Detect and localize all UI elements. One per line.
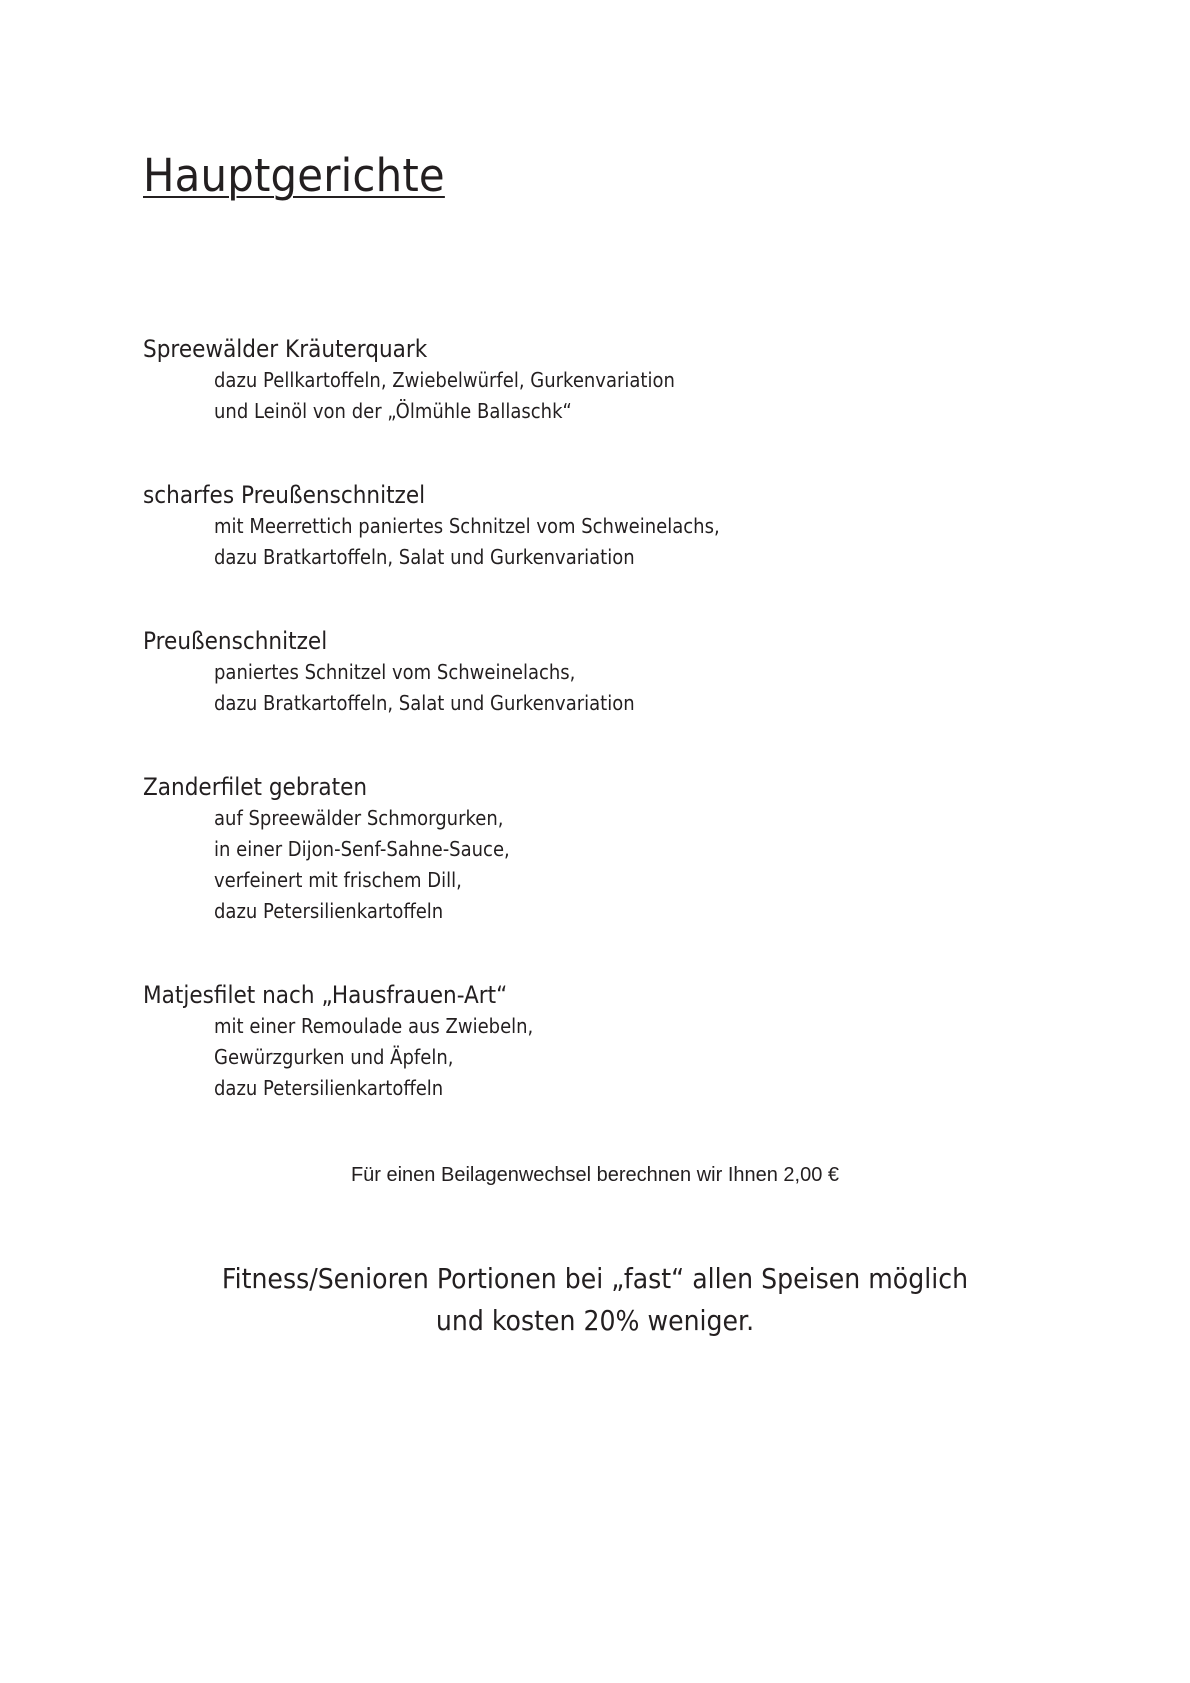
- dish-item: [143, 979, 569, 1104]
- page-title: Hauptgerichte: [143, 149, 445, 202]
- description-line: dazu Bratkartoffeln, Salat und Gurkenvariation: [214, 545, 635, 569]
- promo-line: und kosten 20% weniger.: [435, 1304, 755, 1337]
- description-line: in einer Dijon-Senf-Sahne-Sauce,: [214, 837, 510, 861]
- dish-name: Preußenschnitzel: [143, 627, 328, 655]
- description-line: verfeinert mit frischem Dill,: [214, 868, 462, 892]
- dish-description: [214, 511, 776, 573]
- dish-item: [143, 625, 681, 719]
- description-line: und Leinöl von der „Ölmühle Ballaschk“: [214, 399, 572, 423]
- dish-item: [143, 333, 726, 427]
- description-line: paniertes Schnitzel vom Schweinelachs,: [214, 660, 576, 684]
- description-line: auf Spreewälder Schmorgurken,: [214, 806, 504, 830]
- promo-line: Fitness/Senioren Portionen bei „fast“ allen Speisen möglich: [221, 1262, 969, 1295]
- dish-name: Spreewälder Kräuterquark: [143, 335, 428, 363]
- promo-text: [0, 1258, 1190, 1342]
- description-line: dazu Pellkartoffeln, Zwiebelwürfel, Gurkenvariation: [214, 368, 675, 392]
- dish-name: Zanderfilet gebraten: [143, 773, 368, 801]
- description-line: Gewürzgurken und Äpfeln,: [214, 1045, 454, 1069]
- dish-description: [214, 365, 726, 427]
- dish-name: scharfes Preußenschnitzel: [143, 481, 426, 509]
- description-line: dazu Bratkartoffeln, Salat und Gurkenvariation: [214, 691, 635, 715]
- dish-name: Matjesfilet nach „Hausfrauen-Art“: [143, 981, 508, 1009]
- description-line: dazu Petersilienkartoffeln: [214, 1076, 444, 1100]
- dish-description: [214, 1011, 569, 1104]
- dish-item: [143, 479, 776, 573]
- dish-description: [214, 803, 543, 927]
- side-change-note: Für einen Beilagenwechsel berechnen wir Ihnen 2,00 €: [350, 1164, 840, 1186]
- description-line: mit Meerrettich paniertes Schnitzel vom Schweinelachs,: [214, 514, 720, 538]
- dish-item: [143, 771, 543, 927]
- dish-description: [214, 657, 681, 719]
- description-line: dazu Petersilienkartoffeln: [214, 899, 444, 923]
- description-line: mit einer Remoulade aus Zwiebeln,: [214, 1014, 534, 1038]
